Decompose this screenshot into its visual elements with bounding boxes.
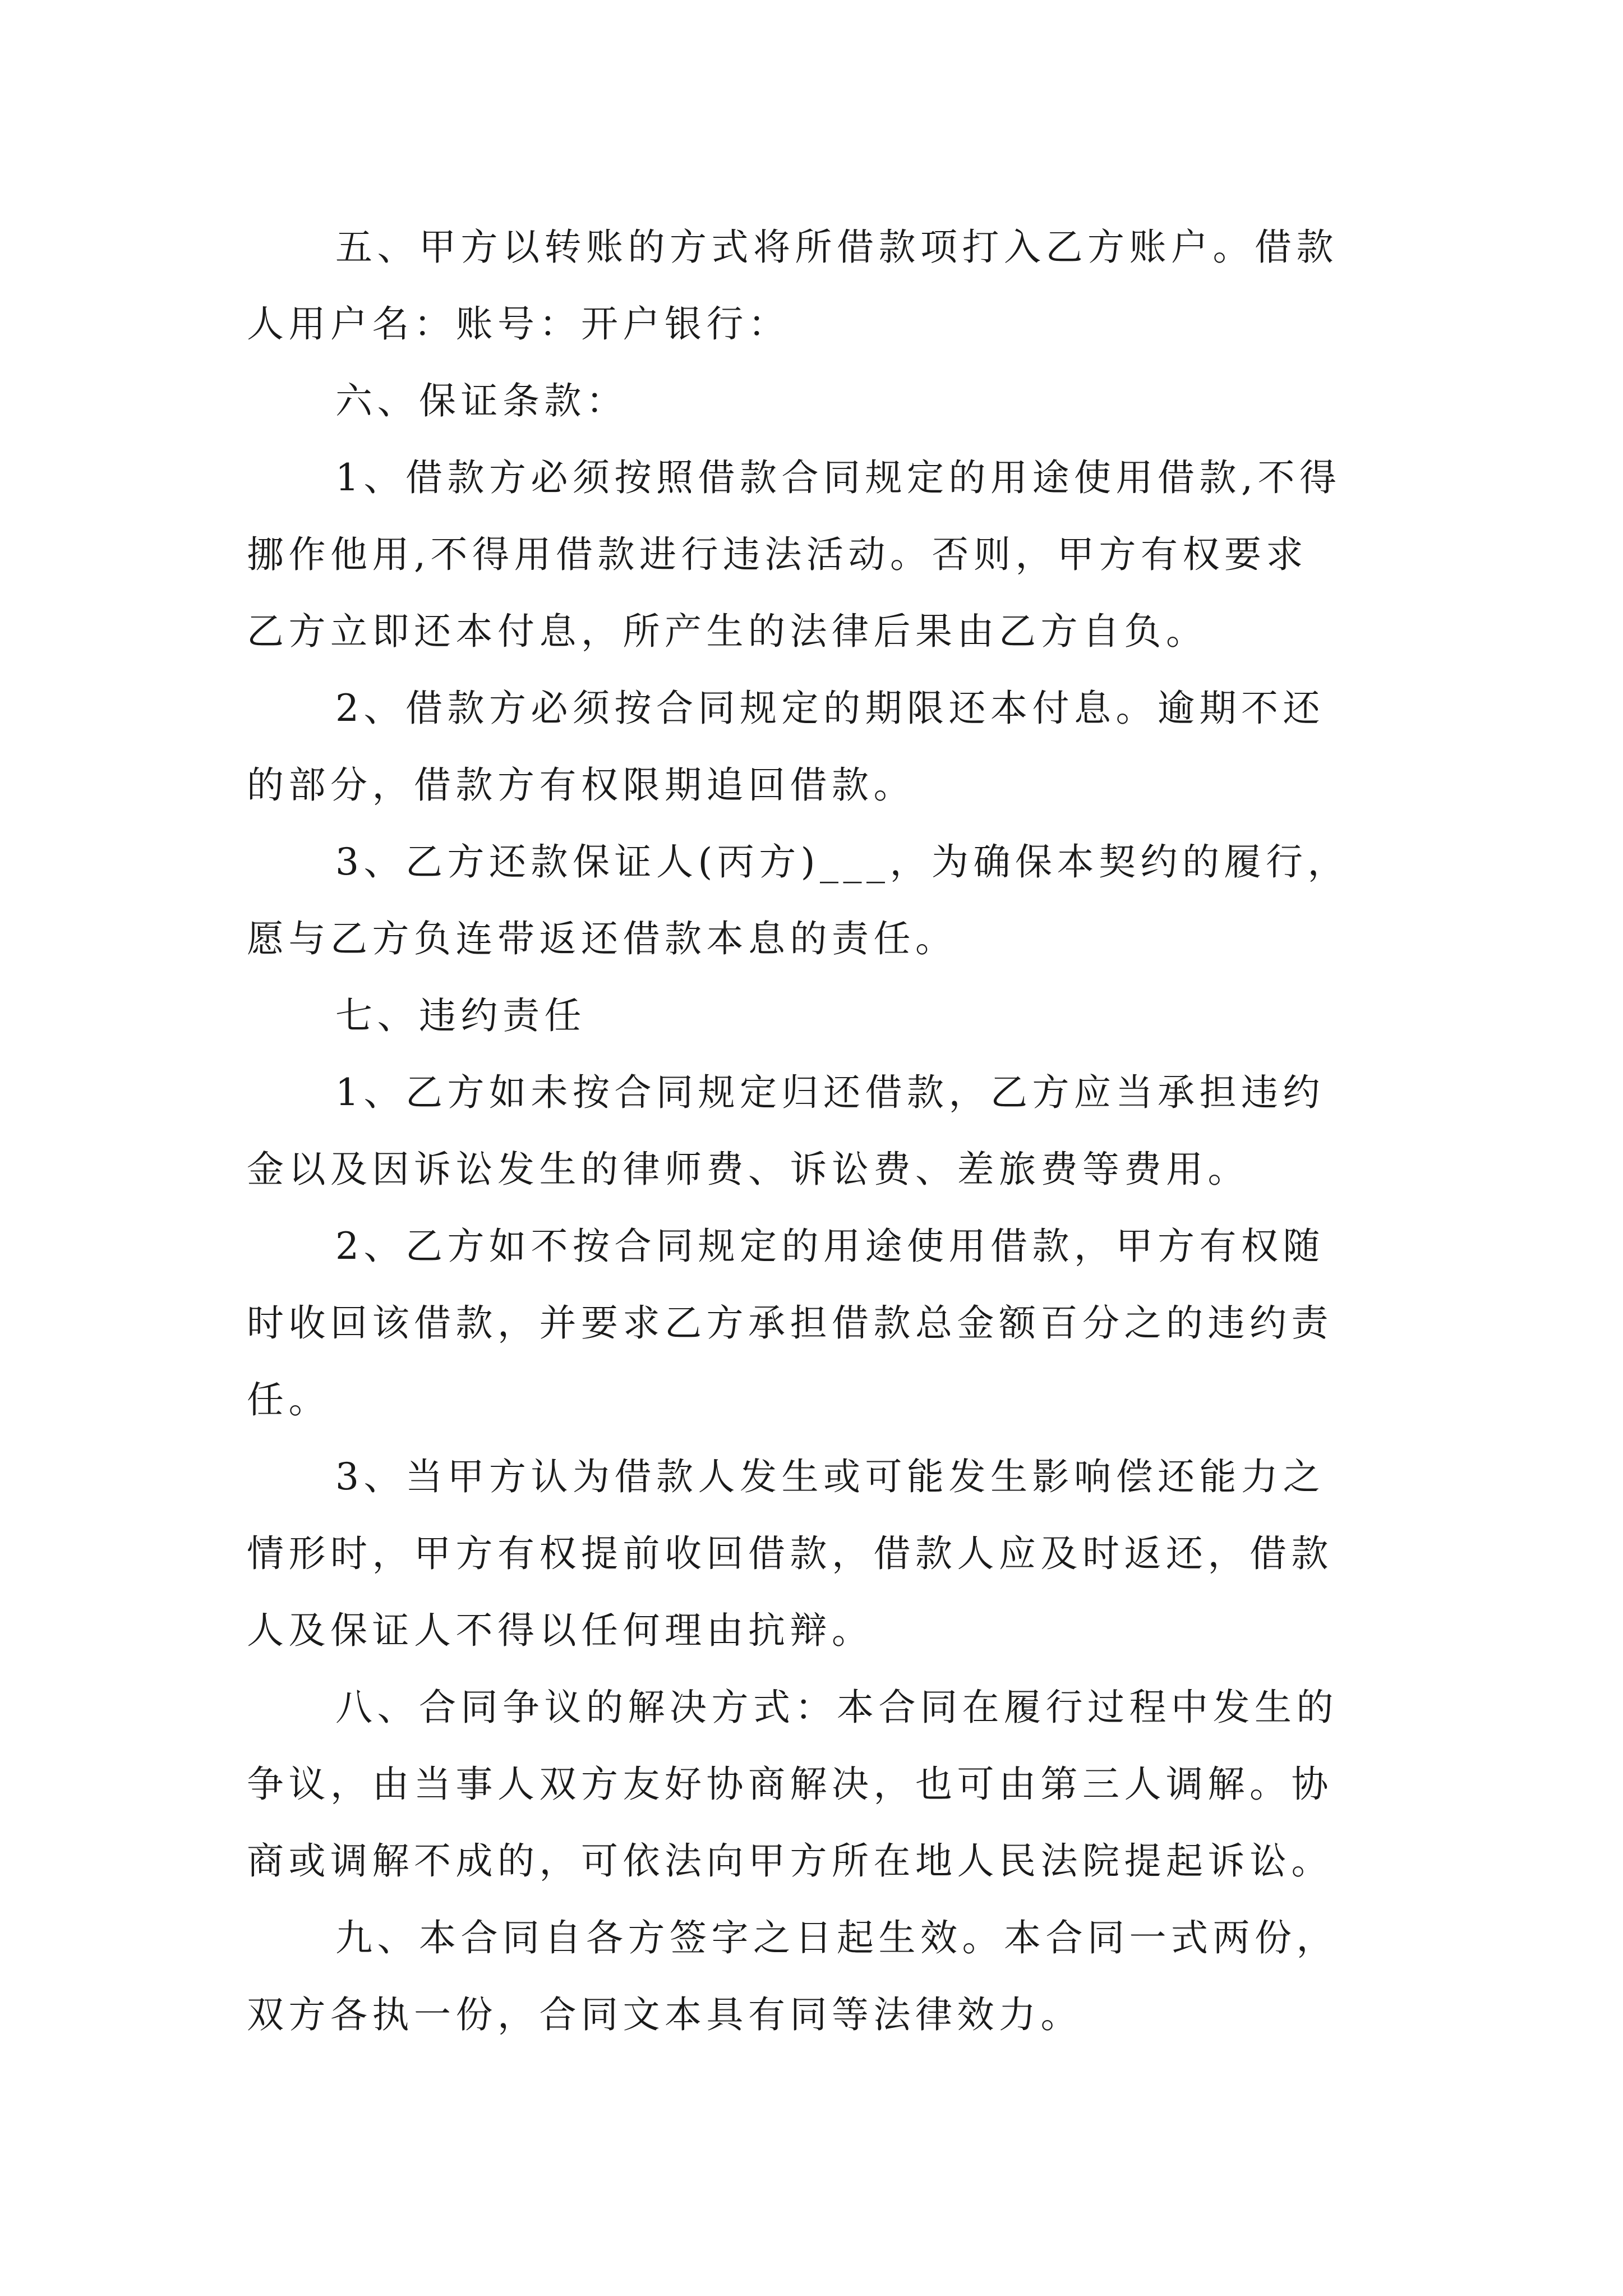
section-heading: 七、违约责任 xyxy=(335,994,586,1037)
clause-6-heading xyxy=(247,362,1380,439)
clause-7-heading xyxy=(247,977,1380,1054)
clause-9-paragraph xyxy=(247,1899,1380,2053)
clause-7-1-paragraph xyxy=(247,1054,1380,1208)
paragraph-line: 挪作他用,不得用借款进行违法活动。否则，甲方有权要求 xyxy=(247,533,1308,576)
paragraph-line: 乙方立即还本付息，所产生的法律后果由乙方自负。 xyxy=(247,610,1208,653)
clause-7-2-paragraph xyxy=(247,1208,1380,1438)
paragraph-line: 任。 xyxy=(247,1378,330,1421)
paragraph-line: 时收回该借款，并要求乙方承担借款总金额百分之的违约责 xyxy=(247,1301,1333,1345)
paragraph-line: 愿与乙方负连带返还借款本息的责任。 xyxy=(247,917,957,960)
paragraph-line: 五、甲方以转账的方式将所借款项打入乙方账户。借款 xyxy=(335,226,1338,269)
contract-body xyxy=(247,209,1380,2053)
paragraph-line: 的部分，借款方有权限期追回借款。 xyxy=(247,763,915,807)
paragraph-line: 八、合同争议的解决方式：本合同在履行过程中发生的 xyxy=(335,1686,1338,1729)
paragraph-line: 情形时，甲方有权提前收回借款，借款人应及时返还，借款 xyxy=(247,1532,1333,1575)
paragraph-line: 人用户名：账号：开户银行： xyxy=(247,302,790,346)
paragraph-line: 2、乙方如不按合同规定的用途使用借款，甲方有权随 xyxy=(335,1225,1325,1268)
clause-6-1-paragraph xyxy=(247,439,1380,670)
clause-6-3-paragraph xyxy=(247,823,1380,977)
paragraph-line: 3、当甲方认为借款人发生或可能发生影响偿还能力之 xyxy=(335,1455,1325,1498)
paragraph-line: 2、借款方必须按合同规定的期限还本付息。逾期不还 xyxy=(335,687,1325,730)
paragraph-line: 3、乙方还款保证人(丙方)___，为确保本契约的履行， xyxy=(335,840,1349,884)
paragraph-line: 金以及因诉讼发生的律师费、诉讼费、差旅费等费用。 xyxy=(247,1148,1249,1191)
clause-7-3-paragraph xyxy=(247,1438,1380,1669)
paragraph-line: 争议，由当事人双方友好协商解决，也可由第三人调解。协 xyxy=(247,1763,1333,1806)
paragraph-line: 1、乙方如未按合同规定归还借款，乙方应当承担违约 xyxy=(335,1071,1325,1114)
section-heading: 六、保证条款： xyxy=(335,379,628,422)
paragraph-line: 商或调解不成的，可依法向甲方所在地人民法院提起诉讼。 xyxy=(247,1839,1333,1883)
paragraph-line: 双方各执一份，合同文本具有同等法律效力。 xyxy=(247,1993,1082,2036)
clause-8-paragraph xyxy=(247,1669,1380,1899)
clause-5-paragraph xyxy=(247,209,1380,362)
paragraph-line: 人及保证人不得以任何理由抗辩。 xyxy=(247,1609,874,1652)
paragraph-line: 九、本合同自各方签字之日起生效。本合同一式两份， xyxy=(335,1916,1338,1959)
clause-6-2-paragraph xyxy=(247,670,1380,823)
paragraph-line: 1、借款方必须按照借款合同规定的用途使用借款,不得 xyxy=(335,456,1341,499)
